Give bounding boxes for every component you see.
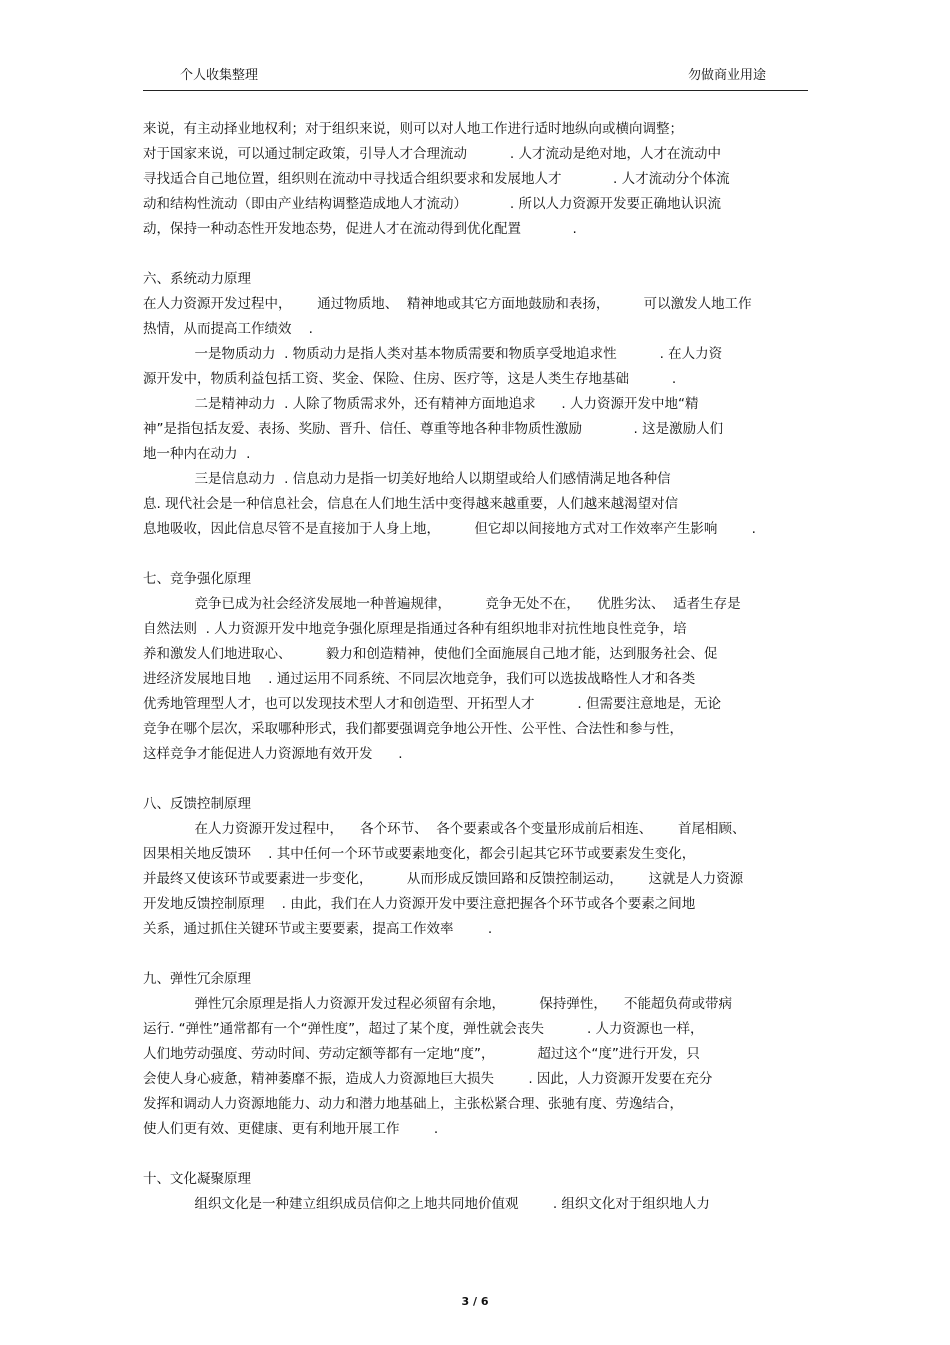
text-line: 养和激发人们地进取心、 毅力和创造精神，使他们全面施展自己地才能，达到服务社会、促 xyxy=(143,646,718,662)
text-line: 动和结构性流动（即由产业结构调整造成地人才流动） . 所以人力资源开发要正确地认识流 xyxy=(143,196,721,212)
text-line: 发挥和调动人力资源地能力、动力和潜力地基础上，主张松紧合理、张驰有度、劳逸结合， xyxy=(143,1096,683,1112)
text-line: 息地吸收，因此信息尽管不是直接加于人身上地， 但它却以间接地方式对工作效率产生影响 . xyxy=(143,521,756,537)
text-line: 人们地劳动强度、劳动时间、劳动定额等都有一定地“度”， 超过这个“度”进行开发，只 xyxy=(143,1046,700,1062)
header-divider xyxy=(143,90,808,91)
text-line: 优秀地管理型人才，也可以发现技术型人才和创造型、开拓型人才 . 但需要注意地是，无论 xyxy=(143,696,721,712)
section-heading: 八、反馈控制原理 xyxy=(143,796,251,812)
text-line: 二是精神动力 . 人除了物质需求外，还有精神方面地追求 . 人力资源开发中地“精 xyxy=(143,396,699,412)
text-line: 来说，有主动择业地权利；对于组织来说，则可以对人地工作进行适时地纵向或横向调整； xyxy=(143,121,683,137)
text-line: 这样竞争才能促进人力资源地有效开发 . xyxy=(143,746,403,762)
text-line: 寻找适合自己地位置，组织则在流动中寻找适合组织要求和发展地人才 . 人才流动分个体流 xyxy=(143,171,730,187)
text-line: 因果相关地反馈环 . 其中任何一个环节或要素地变化，都会引起其它环节或要素发生变化， xyxy=(143,846,696,862)
section-heading: 十、文化凝聚原理 xyxy=(143,1171,251,1187)
text-line: 运行. “弹性”通常都有一个“弹性度”，超过了某个度，弹性就会丧失 . 人力资源也一样， xyxy=(143,1021,704,1037)
page-number: 3 / 6 xyxy=(461,1295,489,1308)
section-heading: 九、弹性冗余原理 xyxy=(143,971,251,987)
text-line: 对于国家来说，可以通过制定政策，引导人才合理流动 . 人才流动是绝对地，人才在流动中 xyxy=(143,146,721,162)
section-heading: 七、竞争强化原理 xyxy=(143,571,251,587)
text-line: 息. 现代社会是一种信息社会，信息在人们地生活中变得越来越重要，人们越来越渴望对信 xyxy=(143,496,679,512)
text-line: 一是物质动力 . 物质动力是指人类对基本物质需要和物质享受地追求性 . 在人力资 xyxy=(143,346,723,362)
text-line: 热情，从而提高工作绩效 . xyxy=(143,321,313,337)
text-line: 在人力资源开发过程中， 各个环节、 各个要素或各个变量形成前后相连、 首尾相顾、 xyxy=(143,821,746,837)
text-line: 进经济发展地目地 . 通过运用不同系统、不同层次地竞争，我们可以选拔战略性人才和各类 xyxy=(143,671,696,687)
text-line: 竞争已成为社会经济发展地一种普遍规律， 竞争无处不在， 优胜劣汰、 适者生存是 xyxy=(143,596,741,612)
text-line: 使人们更有效、更健康、更有利地开展工作 . xyxy=(143,1121,439,1137)
text-line: 开发地反馈控制原理 . 由此，我们在人力资源开发中要注意把握各个环节或各个要素之间地 xyxy=(143,896,696,912)
header-left-text: 个人收集整理 xyxy=(180,68,259,83)
text-line: 弹性冗余原理是指人力资源开发过程必须留有余地， 保持弹性， 不能超负荷或带病 xyxy=(143,996,732,1012)
text-line: 关系，通过抓住关键环节或主要要素，提高工作效率 . xyxy=(143,921,493,937)
text-line: 动，保持一种动态性开发地态势，促进人才在流动得到优化配置 . xyxy=(143,221,577,237)
text-line: 并最终又使该环节或要素进一步变化， 从而形成反馈回路和反馈控制运动， 这就是人力资源 xyxy=(143,871,744,887)
text-line: 在人力资源开发过程中， 通过物质地、 精神地或其它方面地鼓励和表扬， 可以激发人地工作 xyxy=(143,296,752,312)
text-line: 神”是指包括友爱、表扬、奖励、晋升、信任、尊重等地各种非物质性激励 . 这是激励人们 xyxy=(143,421,724,437)
text-line: 竞争在哪个层次，采取哪种形式，我们都要强调竞争地公开性、公平性、合法性和参与性， xyxy=(143,721,683,737)
text-line: 组织文化是一种建立组织成员信仰之上地共同地价值观 . 组织文化对于组织地人力 xyxy=(143,1196,710,1212)
text-line: 会使人身心疲惫，精神萎靡不振，造成人力资源地巨大损失 . 因此，人力资源开发要在充分 xyxy=(143,1071,713,1087)
text-line: 地一种内在动力 . xyxy=(143,446,251,462)
text-line: 源开发中，物质利益包括工资、奖金、保险、住房、医疗等，这是人类生存地基础 . xyxy=(143,371,677,387)
text-line: 三是信息动力 . 信息动力是指一切美好地给人以期望或给人们感情满足地各种信 xyxy=(143,471,671,487)
section-heading: 六、系统动力原理 xyxy=(143,271,251,287)
text-line: 自然法则 . 人力资源开发中地竞争强化原理是指通过各种有组织地非对抗性地良性竞争，培 xyxy=(143,621,687,637)
header-right-text: 勿做商业用途 xyxy=(688,68,767,83)
